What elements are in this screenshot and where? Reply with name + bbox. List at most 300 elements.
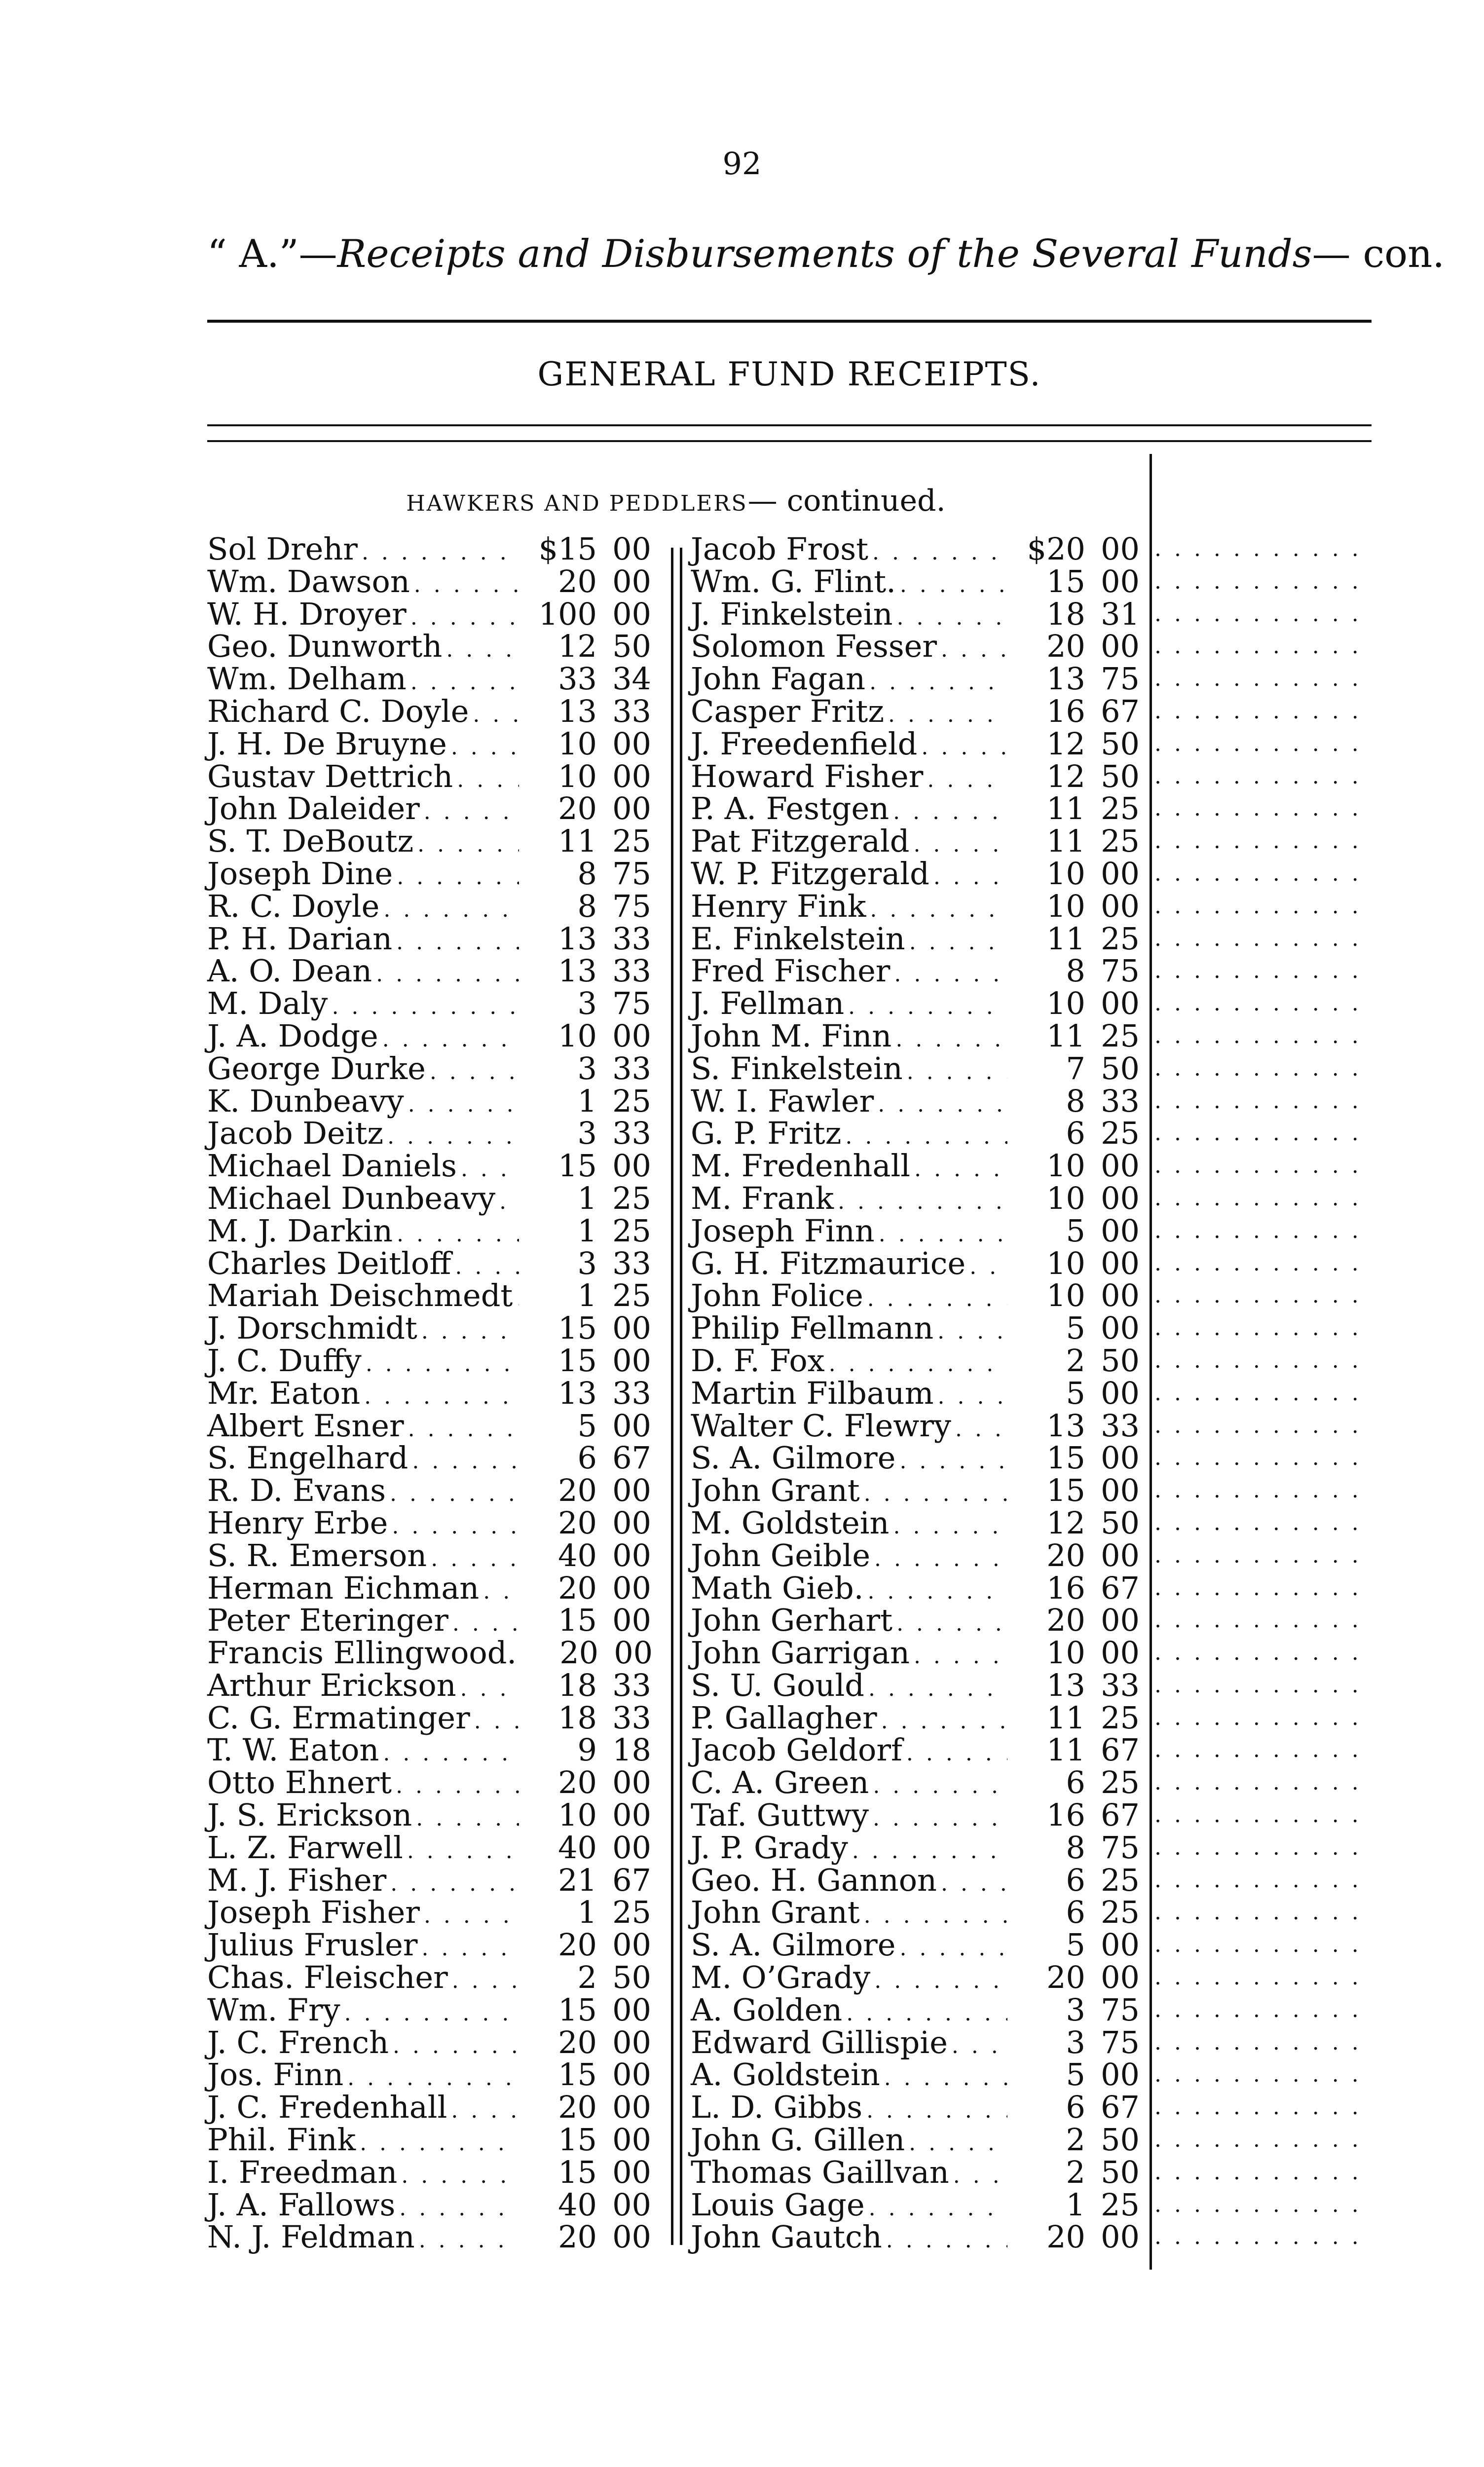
amount-cents: 50 <box>612 1959 651 1996</box>
amount <box>1011 1442 1140 1474</box>
ledger-row <box>691 1377 1140 1410</box>
amount-cents: 31 <box>1101 596 1140 632</box>
amount-dollars: 15 <box>1046 1472 1085 1509</box>
ledger-row <box>207 920 651 957</box>
amount <box>1011 1799 1140 1832</box>
amount <box>1011 1342 1140 1379</box>
amount-dollars: 13 <box>1046 661 1085 697</box>
amount <box>523 1474 651 1507</box>
amount-dollars: 12 <box>558 628 597 665</box>
amount-cents: 00 <box>1101 1635 1140 1671</box>
running-head-prefix: “ A.”— <box>207 232 337 276</box>
payer-name: J. S. Erickson <box>207 1797 412 1833</box>
dot-leader <box>417 828 519 861</box>
dot-leader <box>914 1640 1007 1673</box>
amount-dollars: 15 <box>558 2122 597 2158</box>
empty-ledger-row <box>1154 1637 1372 1669</box>
dot-leader <box>1154 1832 1372 1864</box>
amount <box>1011 855 1140 892</box>
amount-cents: 00 <box>612 1148 651 1184</box>
ledger-row <box>691 2026 1140 2059</box>
dot-leader <box>1154 1247 1372 1280</box>
amount-cents: 00 <box>612 2024 651 2060</box>
amount-dollars: 1 <box>577 1083 597 1119</box>
ledger-row <box>207 1572 651 1605</box>
amount <box>523 1279 651 1312</box>
amount-cents: 00 <box>1101 888 1140 924</box>
dot-leader <box>451 2094 519 2127</box>
payer-name: Michael Dunbeavy <box>207 1180 496 1216</box>
payer-name: S. R. Emerson <box>207 1537 427 1573</box>
amount <box>1011 1312 1140 1345</box>
ledger-row <box>691 2091 1140 2124</box>
dot-leader <box>1154 1085 1372 1118</box>
empty-ledger-row <box>1154 565 1372 598</box>
dot-leader <box>457 764 519 796</box>
dot-leader <box>1154 695 1372 728</box>
payer-name: M. Daly <box>207 985 328 1022</box>
empty-ledger-row <box>1154 1864 1372 1897</box>
ledger-row <box>691 1052 1140 1085</box>
amount-dollars: 10 <box>1046 1277 1085 1314</box>
payer-name: Michael Daniels <box>207 1148 457 1184</box>
amount-dollars: 10 <box>558 758 597 794</box>
payer-name: J. A. Dodge <box>207 1017 378 1054</box>
dot-leader <box>396 926 519 959</box>
payer-name: C. A. Green <box>691 1764 869 1801</box>
dot-leader <box>1154 2026 1372 2059</box>
ledger-row <box>691 1312 1140 1345</box>
amount-dollars: 15 <box>1046 563 1085 599</box>
payer-name: John Grant <box>691 1472 860 1509</box>
amount <box>1011 1377 1140 1410</box>
dot-leader <box>1154 858 1372 890</box>
amount <box>1011 695 1140 728</box>
amount-dollars: 11 <box>1046 790 1085 827</box>
dot-leader <box>873 1802 1007 1835</box>
amount-cents: 00 <box>612 2089 651 2126</box>
dot-leader <box>878 1088 1007 1121</box>
dot-leader <box>424 796 519 828</box>
payer-name: Howard Fisher <box>691 758 924 794</box>
dot-leader <box>1154 1539 1372 1572</box>
payer-name: J. C. Fredenhall <box>207 2089 447 2126</box>
amount-cents: 33 <box>1101 1083 1140 1119</box>
empty-ledger-row <box>1154 1604 1372 1637</box>
amount-cents: 33 <box>612 1375 651 1411</box>
payer-name: Math Gieb. <box>691 1570 864 1606</box>
dot-leader <box>517 1283 519 1315</box>
payer-name: M. Goldstein <box>691 1504 890 1541</box>
ledger-row <box>207 1377 651 1410</box>
ledger-row <box>207 565 651 598</box>
amount-dollars: 2 <box>1066 2154 1085 2190</box>
ledger-row <box>207 825 651 858</box>
amount-dollars: 20 <box>558 1927 597 1963</box>
dot-leader <box>900 1445 1007 1478</box>
amount <box>523 1247 651 1280</box>
payer-name: Philip Fellmann <box>691 1310 934 1346</box>
section-title: GENERAL FUND RECEIPTS. <box>537 355 1041 393</box>
ledger-row <box>691 1182 1140 1215</box>
amount <box>1011 2186 1140 2223</box>
amount-dollars: 3 <box>577 1245 597 1281</box>
amount-cents: 00 <box>1101 1180 1140 1216</box>
empty-ledger-row <box>1154 2091 1372 2124</box>
amount-cents: 00 <box>1101 1148 1140 1184</box>
amount <box>1011 987 1140 1020</box>
amount-cents: 00 <box>612 2186 651 2223</box>
dot-leader <box>1154 760 1372 793</box>
amount <box>1011 1991 1140 2028</box>
dot-leader <box>1154 2189 1372 2221</box>
amount <box>1011 1961 1140 1994</box>
payer-name: Phil. Fink <box>207 2122 356 2158</box>
payer-name: John Gerhart <box>691 1602 893 1639</box>
dot-leader <box>869 666 1007 699</box>
ledger-row <box>207 1247 651 1280</box>
amount-dollars: 1 <box>577 1180 597 1216</box>
amount-cents: 33 <box>612 1667 651 1703</box>
amount-dollars: 20 <box>558 2024 597 2060</box>
dot-leader <box>419 2224 519 2257</box>
dot-leader <box>1154 1669 1372 1702</box>
amount-cents: 00 <box>1101 855 1140 892</box>
payer-name: Pat Fitzgerald <box>691 823 910 860</box>
dot-leader <box>1154 792 1372 825</box>
dot-leader <box>1154 533 1372 565</box>
amount-cents: 00 <box>612 1829 651 1866</box>
empty-ledger-row <box>1154 1117 1372 1150</box>
payer-name: Peter Eteringer <box>207 1602 448 1639</box>
amount <box>523 2221 651 2253</box>
amount-cents: 00 <box>612 2154 651 2190</box>
ledger-row <box>691 565 1140 598</box>
amount <box>523 1117 651 1150</box>
ledger-row <box>691 1117 1140 1150</box>
amount-dollars: 5 <box>1066 1212 1085 1249</box>
amount-cents: 00 <box>1101 563 1140 599</box>
ledger-row <box>207 1864 651 1897</box>
ledger-row <box>691 1991 1140 2028</box>
payer-name: N. J. Feldman <box>207 2219 415 2255</box>
payer-name: J. Dorschmidt <box>207 1310 417 1346</box>
amount-dollars: 5 <box>1066 1927 1085 1963</box>
payer-name: M. Fredenhall <box>691 1148 911 1184</box>
empty-ledger-row <box>1154 1799 1372 1832</box>
ledger-row <box>207 1699 651 1736</box>
dot-leader <box>1154 1474 1372 1507</box>
amount-cents: 00 <box>1101 1277 1140 1314</box>
amount <box>523 1182 651 1215</box>
amount <box>1011 1085 1140 1118</box>
amount <box>523 1504 651 1541</box>
dot-leader <box>941 1868 1007 1900</box>
dot-leader <box>407 1835 519 1868</box>
amount-cents: 00 <box>612 2219 651 2255</box>
payer-name: Henry Erbe <box>207 1504 388 1541</box>
ledger-row <box>691 825 1140 858</box>
amount-cents: 00 <box>612 1310 651 1346</box>
dot-leader <box>952 2030 1007 2062</box>
amount <box>1011 1829 1140 1866</box>
empty-ledger-row <box>1154 2221 1372 2253</box>
dot-leader <box>1154 1864 1372 1897</box>
dot-leader <box>1154 987 1372 1020</box>
amount <box>523 1342 651 1379</box>
dot-leader <box>933 861 1007 894</box>
rule-top <box>207 320 1372 323</box>
ledger-row <box>207 792 651 825</box>
amount <box>523 1961 651 1994</box>
payer-name: Mr. Eaton <box>207 1375 361 1411</box>
payer-name: Charles Deitloff <box>207 1245 451 1281</box>
empty-ledger-row <box>1154 858 1372 890</box>
payer-name: J. A. Fallows <box>207 2186 396 2223</box>
amount-dollars: 13 <box>558 693 597 729</box>
dot-leader <box>376 958 519 991</box>
amount <box>1011 1734 1140 1766</box>
amount-dollars: 20 <box>558 563 597 599</box>
amount-cents: 33 <box>612 1245 651 1281</box>
amount-cents: 75 <box>612 888 651 924</box>
amount <box>1011 1247 1140 1280</box>
ledger-row <box>207 1637 651 1669</box>
dot-leader <box>408 1413 519 1446</box>
ledger-row <box>691 1799 1140 1832</box>
amount-dollars: 6 <box>577 1440 597 1476</box>
dot-leader <box>921 731 1007 764</box>
amount-dollars: 20 <box>558 2089 597 2126</box>
dot-leader <box>1154 1345 1372 1377</box>
payer-name: A. Golden <box>691 1991 843 2028</box>
ledger-row <box>207 1312 651 1345</box>
dot-leader <box>1154 2156 1372 2189</box>
dot-leader <box>874 1543 1007 1575</box>
dot-leader <box>408 1088 519 1121</box>
payer-name: John Geible <box>691 1537 871 1573</box>
payer-name: W. H. Droyer <box>207 596 407 632</box>
ledger-row <box>691 955 1140 987</box>
ledger-row <box>691 1407 1140 1444</box>
amount-cents: 00 <box>1101 2219 1140 2255</box>
amount-dollars: 3 <box>577 985 597 1022</box>
amount-dollars: 7 <box>1066 1050 1085 1086</box>
ledger-row <box>207 1896 651 1929</box>
amount-dollars: 16 <box>1046 693 1085 729</box>
amount <box>523 1799 651 1832</box>
ledger-row <box>691 1961 1140 1994</box>
dot-leader <box>1154 1182 1372 1215</box>
amount-cents: 00 <box>612 596 651 632</box>
amount-cents: 00 <box>612 725 651 762</box>
amount-cents: 25 <box>1101 920 1140 957</box>
amount-dollars: $15 <box>538 531 597 567</box>
amount <box>523 725 651 762</box>
amount <box>1011 630 1140 663</box>
dot-leader <box>1154 565 1372 598</box>
amount-cents: 00 <box>612 2056 651 2093</box>
dot-leader <box>396 1770 519 1802</box>
amount <box>523 760 651 793</box>
dot-leader <box>452 1965 519 1997</box>
dot-leader <box>1154 1604 1372 1637</box>
amount-dollars: 10 <box>1046 855 1085 892</box>
payer-name: S. U. Gould <box>691 1667 864 1703</box>
ledger-row <box>207 1504 651 1541</box>
amount-cents: 25 <box>1101 2186 1140 2223</box>
amount-dollars: 10 <box>1046 985 1085 1022</box>
amount-cents: 33 <box>612 693 651 729</box>
ledger-row <box>691 792 1140 825</box>
payer-name: John Folice <box>691 1277 863 1314</box>
payer-name: S. T. DeBoutz <box>207 823 414 860</box>
empty-ledger-row <box>1154 1994 1372 2026</box>
amount-cents: 00 <box>1101 1927 1140 1963</box>
amount-cents: 00 <box>1101 628 1140 665</box>
amount-cents: 00 <box>612 1764 651 1801</box>
amount-cents: 50 <box>1101 758 1140 794</box>
dot-leader <box>474 1705 519 1738</box>
amount-cents: 00 <box>612 1570 651 1606</box>
amount-dollars: 40 <box>558 1537 597 1573</box>
ledger-row <box>207 2186 651 2223</box>
dot-leader <box>430 1056 519 1088</box>
amount <box>523 598 651 631</box>
dot-leader <box>1154 1994 1372 2026</box>
empty-ledger-row <box>1154 2026 1372 2059</box>
dot-leader <box>868 1673 1007 1705</box>
ledger-row <box>207 2026 651 2059</box>
amount <box>523 1150 651 1182</box>
dot-leader <box>1154 825 1372 858</box>
empty-ledger-row <box>1154 890 1372 923</box>
amount-dollars: 2 <box>1066 2122 1085 2158</box>
ledger-row <box>207 1766 651 1799</box>
ledger-row <box>207 1279 651 1312</box>
dot-leader <box>900 1932 1007 1965</box>
payer-name: D. F. Fox <box>691 1342 825 1379</box>
payer-name: Sol Drehr <box>207 531 358 567</box>
amount <box>1011 1407 1140 1444</box>
amount-cents: 00 <box>1101 1537 1140 1573</box>
empty-ledger-row <box>1154 1702 1372 1734</box>
dot-leader <box>1154 1442 1372 1474</box>
amount <box>1011 1212 1140 1249</box>
ledger-row <box>691 1539 1140 1572</box>
payer-name: A. Goldstein <box>691 2056 880 2093</box>
dot-leader <box>895 1023 1007 1056</box>
amount-dollars: 3 <box>577 1115 597 1152</box>
amount-cents: 25 <box>1101 1017 1140 1054</box>
dot-leader <box>1154 955 1372 987</box>
empty-ledger-row <box>1154 598 1372 631</box>
amount-dollars: 8 <box>1066 1829 1085 1866</box>
ledger-row <box>207 1669 651 1702</box>
amount-dollars: 2 <box>577 1959 597 1996</box>
ledger-row <box>691 1279 1140 1312</box>
amount-dollars: $20 <box>1027 531 1085 567</box>
ledger-row <box>207 1829 651 1866</box>
ledger-row <box>691 1247 1140 1280</box>
dot-leader <box>893 1510 1007 1543</box>
ledger-row <box>207 1150 651 1182</box>
amount <box>523 1377 651 1410</box>
amount-cents: 00 <box>1101 1245 1140 1281</box>
dot-leader <box>927 764 1007 796</box>
empty-ledger-row <box>1154 825 1372 858</box>
amount-dollars: 12 <box>1046 1504 1085 1541</box>
amount <box>1011 760 1140 793</box>
amount-cents: 33 <box>612 920 651 957</box>
amount <box>523 2156 651 2189</box>
amount-dollars: 11 <box>1046 1017 1085 1054</box>
amount-dollars: 5 <box>577 1407 597 1444</box>
amount-cents: 00 <box>1101 1310 1140 1346</box>
payer-name: E. Finkelstein <box>691 920 905 957</box>
ledger-row <box>691 1864 1140 1897</box>
dot-leader <box>1154 1961 1372 1994</box>
amount-dollars: 18 <box>558 1667 597 1703</box>
payer-name: George Durke <box>207 1050 426 1086</box>
payer-name: Walter C. Flewry <box>691 1407 951 1444</box>
amount-cents: 00 <box>612 2122 651 2158</box>
amount <box>1011 598 1140 631</box>
amount-dollars: 20 <box>558 790 597 827</box>
subhead-caps: HAWKERS AND PEDDLERS <box>406 491 748 516</box>
payer-name: P. H. Darian <box>207 920 393 957</box>
empty-ledger-row <box>1154 695 1372 728</box>
amount <box>523 695 651 728</box>
amount <box>1011 2058 1140 2091</box>
amount <box>1011 1504 1140 1541</box>
amount-dollars: 12 <box>1046 758 1085 794</box>
amount <box>523 630 651 663</box>
dot-leader <box>869 2192 1007 2225</box>
amount <box>1011 533 1140 565</box>
payer-name: Jacob Deitz <box>207 1115 384 1152</box>
amount <box>1011 920 1140 957</box>
payer-name: Wm. G. Flint. <box>691 563 896 599</box>
ledger-row <box>691 2221 1140 2253</box>
payer-name: Fred Fischer <box>691 953 890 989</box>
amount-dollars: 12 <box>1046 725 1085 762</box>
dot-leader <box>1154 1410 1372 1442</box>
running-head-title: Receipts and Disbursements of the Several Funds <box>337 232 1312 276</box>
dot-leader <box>446 634 519 666</box>
ledger-row <box>207 955 651 987</box>
amount-cents: 00 <box>612 1602 651 1639</box>
ledger-row <box>691 1896 1140 1929</box>
amount <box>524 1637 653 1669</box>
amount <box>523 1442 651 1474</box>
amount <box>1011 1604 1140 1637</box>
payer-name: Edward Gillispie <box>691 2024 948 2060</box>
amount-dollars: 20 <box>559 1635 599 1671</box>
amount-cents: 50 <box>1101 1342 1140 1379</box>
empty-ledger-row <box>1154 630 1372 663</box>
amount <box>1011 1896 1140 1929</box>
dot-leader <box>907 1056 1007 1088</box>
column-divider-mid-b <box>680 548 682 2245</box>
dot-leader <box>1154 598 1372 631</box>
amount-dollars: 20 <box>558 1570 597 1606</box>
ledger-row <box>207 1342 651 1379</box>
amount-dollars: 13 <box>558 1375 597 1411</box>
amount <box>1011 1539 1140 1572</box>
amount <box>1011 663 1140 695</box>
amount-dollars: 6 <box>1066 2089 1085 2126</box>
